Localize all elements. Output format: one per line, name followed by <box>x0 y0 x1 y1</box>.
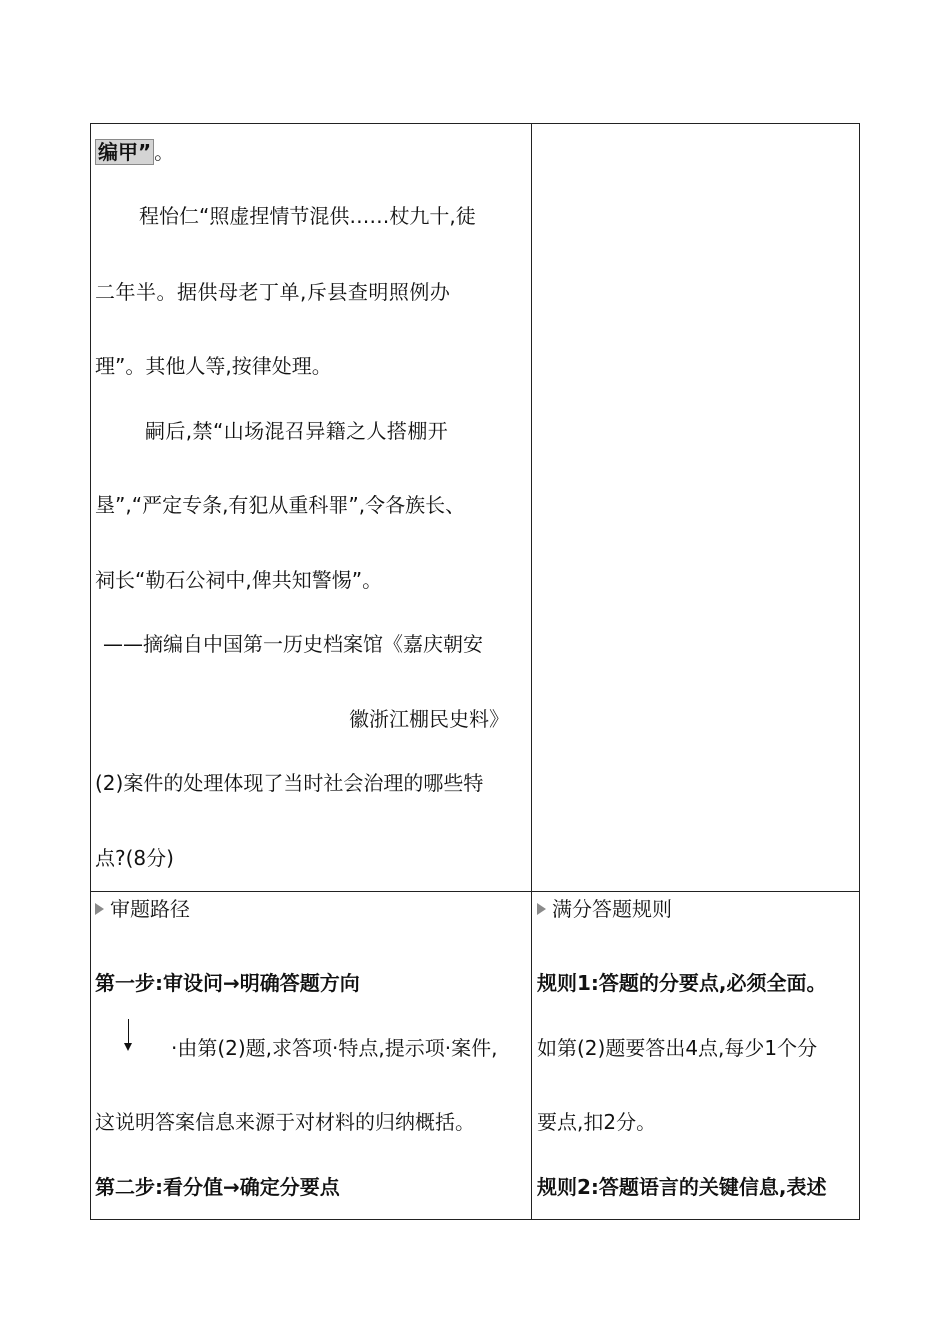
highlighted-text: 编甲” <box>95 139 154 165</box>
section-header-right: 满分答题规则 <box>537 896 672 922</box>
down-arrow-icon <box>128 1019 129 1049</box>
play-triangle-icon <box>95 903 104 915</box>
material-line-6: 祠长“勒石公祠中,俾共知警惕”。 <box>95 568 383 592</box>
material-line-3: 理”。其他人等,按律处理。 <box>95 354 332 378</box>
question-line-2: 点?(8分) <box>95 846 174 870</box>
step-1-text-2: 这说明答案信息来源于对材料的归纳概括。 <box>95 1110 475 1134</box>
section-header-left: 审题路径 <box>95 896 190 922</box>
source-line-1: ——摘编自中国第一历史档案馆《嘉庆朝安 <box>103 632 483 656</box>
question-line-1: (2)案件的处理体现了当时社会治理的哪些特 <box>95 771 484 795</box>
content-table <box>90 123 860 1220</box>
material-line-2: 二年半。据供母老丁单,斥县查明照例办 <box>95 280 451 304</box>
row-divider <box>91 891 859 892</box>
rule-1-heading: 规则1:答题的分要点,必须全面。 <box>537 971 827 995</box>
rule-2-heading: 规则2:答题语言的关键信息,表述 <box>537 1175 827 1199</box>
material-line-5: 垦”,“严定专条,有犯从重科罪”,令各族长、 <box>95 493 466 517</box>
material-line-0: 编甲” 。 <box>95 139 174 165</box>
step-2-heading: 第二步:看分值→确定分要点 <box>95 1175 340 1199</box>
step-1-text: ·由第(2)题,求答项·特点,提示项·案件, <box>171 1036 498 1060</box>
column-divider <box>531 124 532 1219</box>
rule-1-text-2: 要点,扣2分。 <box>537 1110 657 1134</box>
material-line-4: 嗣后,禁“山场混召异籍之人搭棚开 <box>145 419 449 443</box>
source-line-2: 徽浙江棚民史料》 <box>349 707 509 731</box>
step-1-heading: 第一步:审设问→明确答题方向 <box>95 971 360 995</box>
play-triangle-icon <box>537 903 546 915</box>
material-line-1: 程怡仁“照虚捏情节混供……杖九十,徒 <box>139 204 476 228</box>
rule-1-text: 如第(2)题要答出4点,每少1个分 <box>537 1036 818 1060</box>
